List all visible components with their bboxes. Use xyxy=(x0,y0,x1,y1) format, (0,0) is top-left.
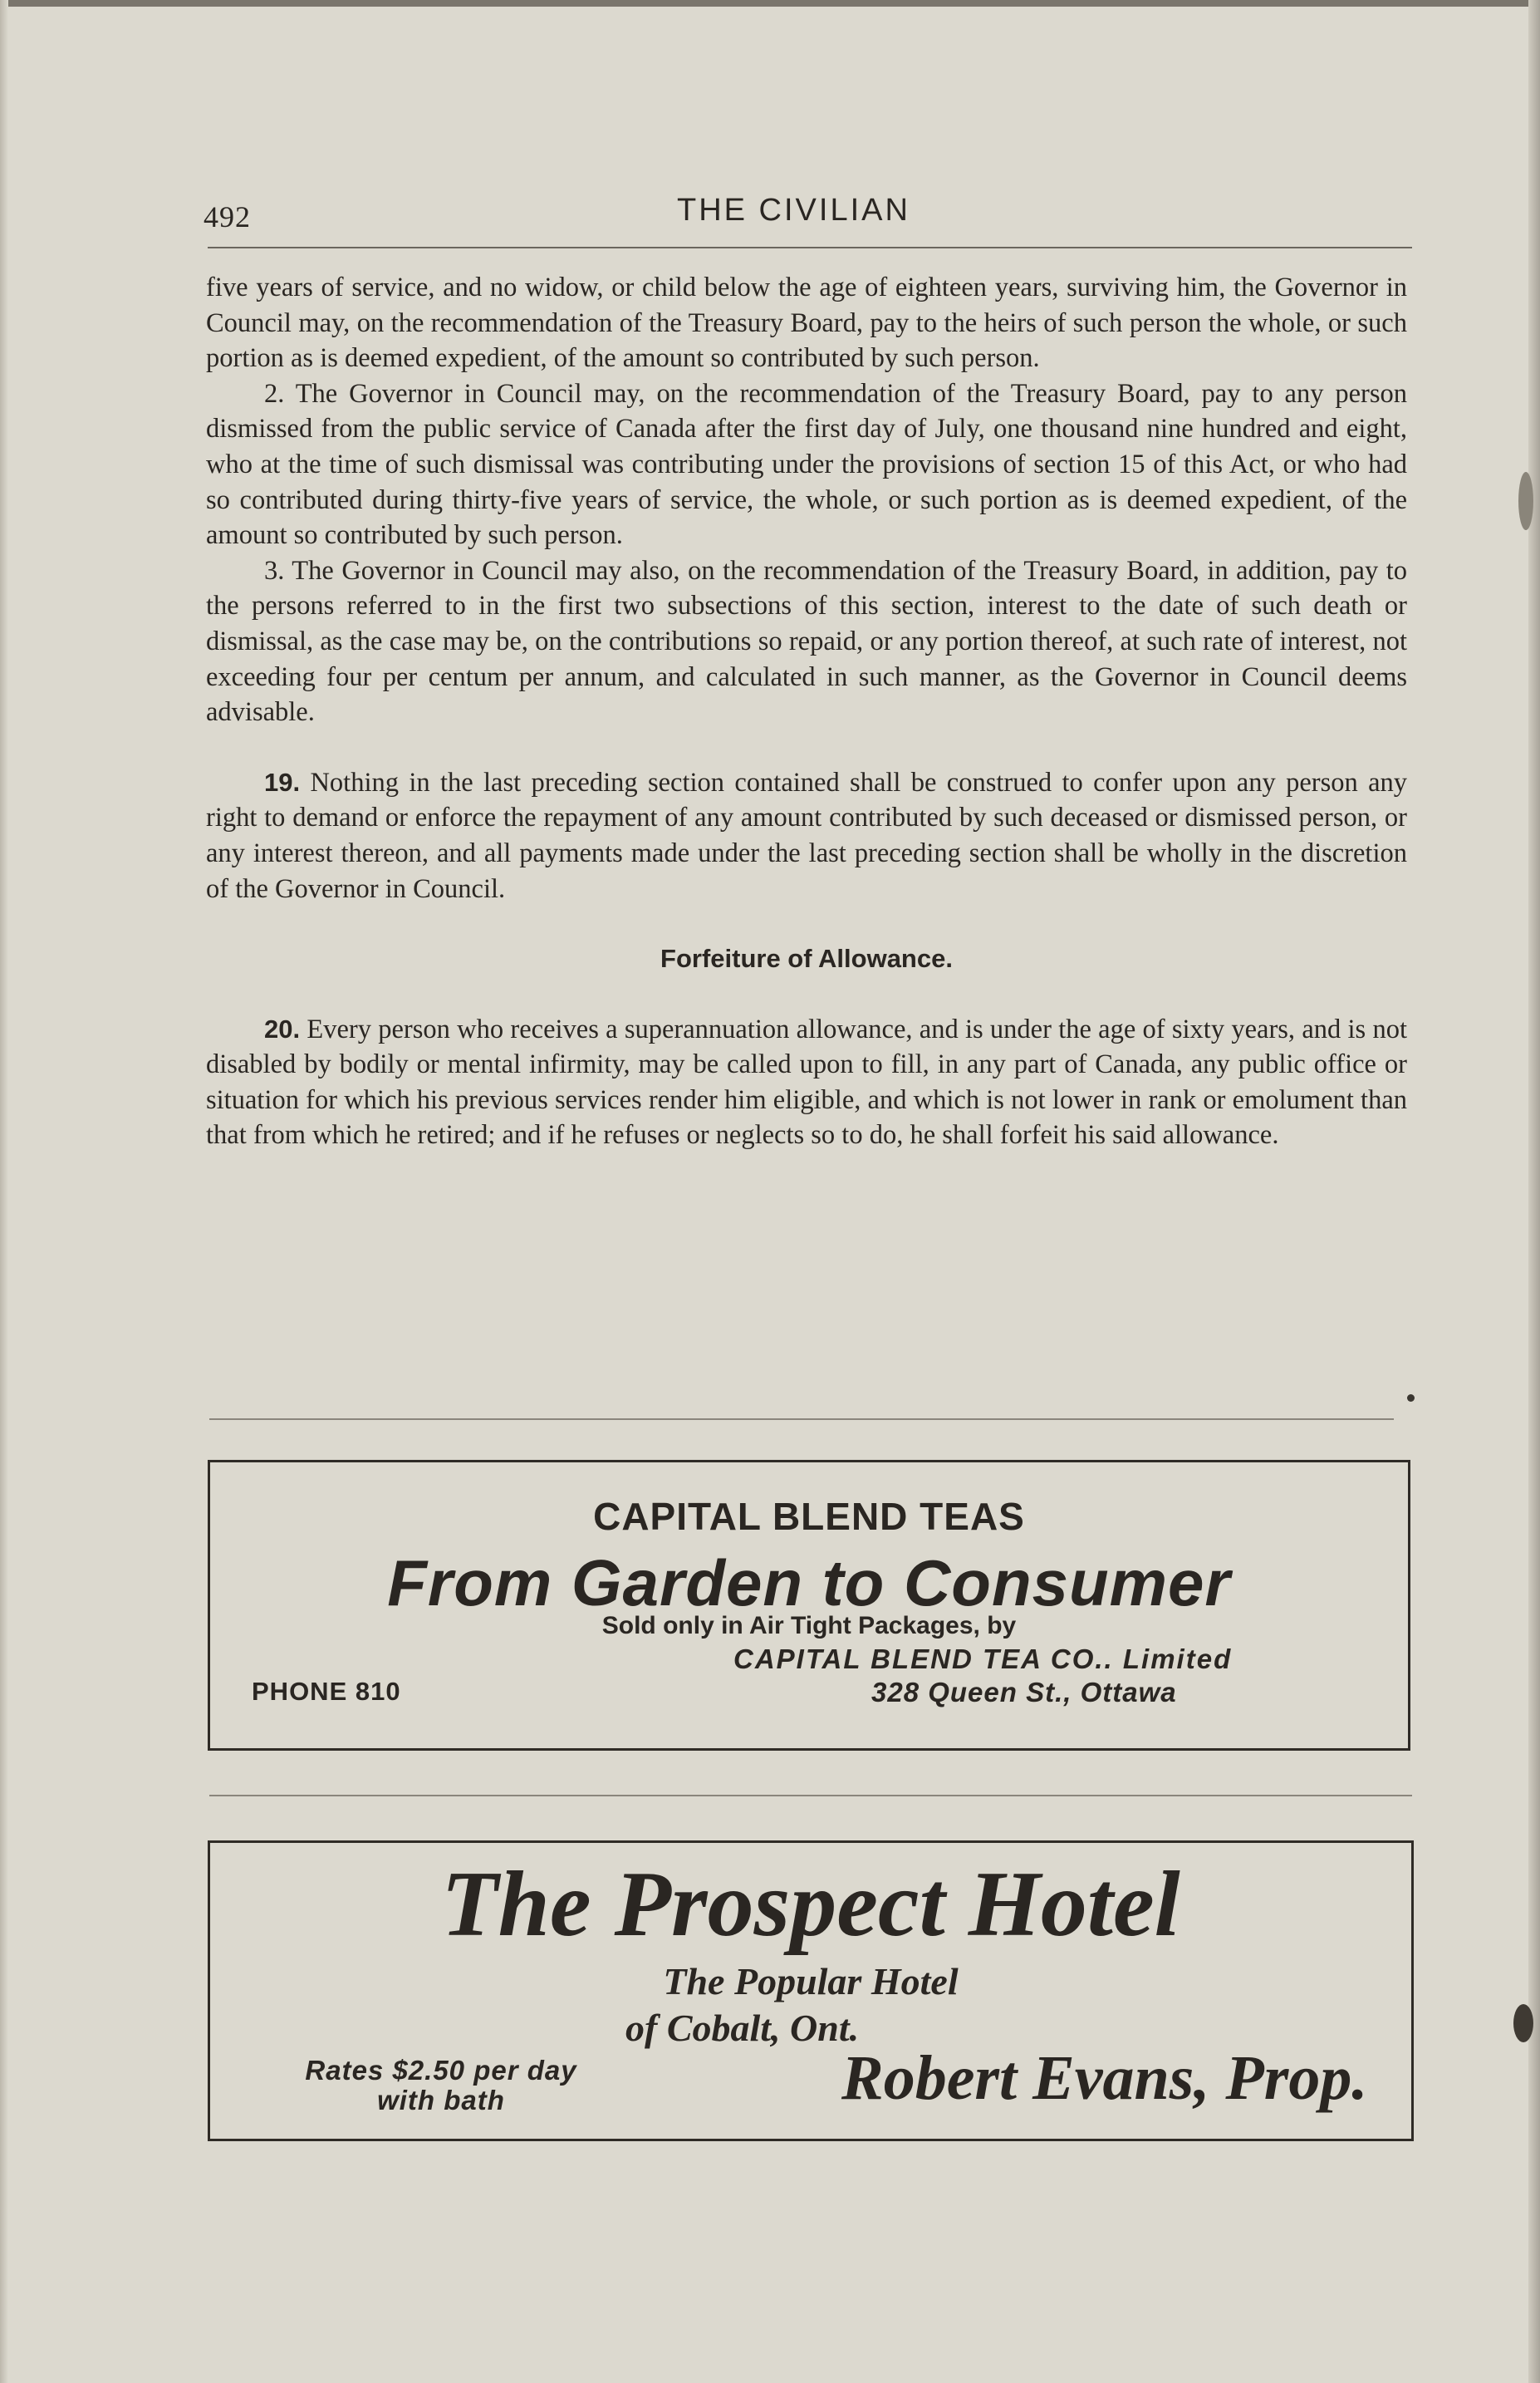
paragraph-2: 2. The Governor in Council may, on the recommendation of the Treasury Board, pay to any person dismissed from the public service of Canada after the first day of July, one thousand nine hundred and eight, who at the time of such dismissal was contributing under the provisions of section 15 of this Act, or who had so contributed during thirty-five years of service, the whole, or such portion as is deemed expedient, of the amount so contributed by such person. xyxy=(206,378,1407,551)
section-20-number: 20. xyxy=(264,1014,301,1044)
ad-hotel-location: of Cobalt, Ont. xyxy=(625,2007,860,2049)
ad-tea-company: CAPITAL BLEND TEA CO.. Limited xyxy=(733,1644,1233,1674)
ad-tea-address: 328 Queen St., Ottawa xyxy=(871,1677,1177,1707)
ad-divider xyxy=(209,1795,1412,1796)
page-header xyxy=(204,193,1408,234)
ad-tea-slogan: From Garden to Consumer xyxy=(387,1546,1231,1619)
ad-hotel-title: The Prospect Hotel xyxy=(441,1853,1180,1956)
page-top-edge xyxy=(0,0,1540,7)
section-19-number: 19. xyxy=(264,767,301,797)
section-19 xyxy=(206,765,1407,907)
tea-advertisement xyxy=(208,1460,1410,1751)
ad-tea-brand: CAPITAL BLEND TEAS xyxy=(593,1495,1025,1538)
hotel-advertisement xyxy=(208,1840,1414,2141)
header-rule xyxy=(208,247,1412,248)
paragraph-1: five years of service, and no widow, or child below the age of eighteen years, surviving him, the Governor in Council may, on the recommendation of the Treasury Board, pay to the heirs of such person the whole, or such portion as is deemed expedient, of the amount so contributed by such person. xyxy=(206,273,1407,374)
ad-tea-sold-line: Sold only in Air Tight Packages, by xyxy=(601,1612,1017,1639)
page-left-edge xyxy=(0,0,8,2383)
page-number: 492 xyxy=(204,200,251,233)
section-20-text: Every person who receives a superannuation allowance, and is under the age of sixty years, and is not disabled by bodily or mental infirmity, may be called upon to fill, in any part of Canada, any public office or situation for which his previous services render him eligible, and which is not lower in rank or emolument than that from which he retired; and if he refuses or neglects so to do, he shall forfeit his said allowance. xyxy=(206,1014,1407,1151)
ad-hotel-subtitle: The Popular Hotel xyxy=(663,1960,959,2002)
spacer xyxy=(206,730,1407,765)
ad-hotel-proprietor: Robert Evans, Prop. xyxy=(841,2043,1368,2113)
section-divider xyxy=(209,1418,1394,1420)
paragraph-3: 3. The Governor in Council may also, on the recommendation of the Treasury Board, in addition, pay to the persons referred to in the first two subsections of this section, interest to the date of such death or dismissal, as the case may be, on the contributions so repaid, or any portion thereof, at such rate of interest, not exceeding four per centum per annum, and calculated in such manner, as the Governor in Council deems advisable. xyxy=(206,555,1407,728)
page-stain xyxy=(1518,472,1533,530)
section-heading: Forfeiture of Allowance. xyxy=(660,944,953,974)
section-19-text: Nothing in the last preceding section contained shall be construed to confer upon any person any right to demand or enforce the repayment of any amount contributed by such deceased or dismissed person, or any interest thereon, and all payments made under the last preceding section shall be wholly in the discretion of the Governor in Council. xyxy=(206,767,1407,904)
ad-hotel-rates xyxy=(250,2056,632,2115)
ad-hotel-rates-line1: Rates $2.50 per day xyxy=(305,2055,577,2086)
spacer xyxy=(206,977,1407,1012)
article-body xyxy=(206,270,1407,1153)
section-20 xyxy=(206,1012,1407,1153)
ink-dot xyxy=(1407,1394,1415,1402)
ad-tea-phone: PHONE 810 xyxy=(252,1677,401,1706)
running-title: THE CIVILIAN xyxy=(677,193,910,228)
spacer xyxy=(206,907,1407,941)
page-stain xyxy=(1513,2004,1533,2042)
ad-hotel-rates-line2: with bath xyxy=(377,2085,505,2115)
